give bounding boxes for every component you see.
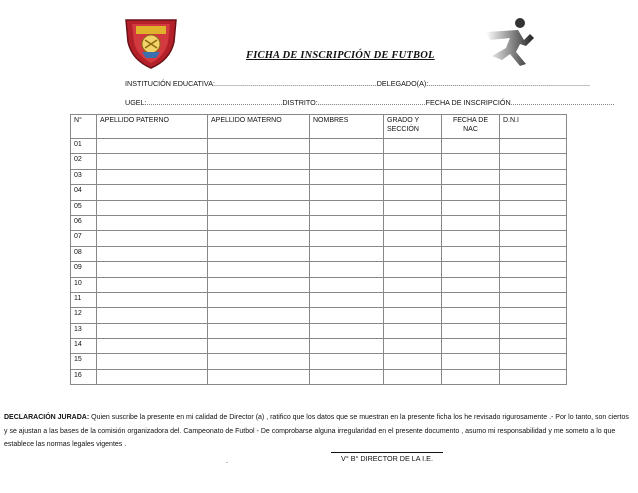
row-number: 14 xyxy=(71,339,97,354)
row-cell[interactable] xyxy=(208,215,310,230)
row-cell[interactable] xyxy=(208,369,310,384)
row-cell[interactable] xyxy=(310,308,384,323)
row-cell[interactable] xyxy=(442,323,500,338)
row-cell[interactable] xyxy=(384,262,442,277)
footer-dot: . xyxy=(226,458,228,465)
row-cell[interactable] xyxy=(500,200,567,215)
table-header-row xyxy=(71,115,567,139)
row-cell[interactable] xyxy=(442,154,500,169)
row-cell[interactable] xyxy=(500,231,567,246)
row-cell[interactable] xyxy=(500,354,567,369)
row-cell[interactable] xyxy=(208,262,310,277)
row-cell[interactable] xyxy=(208,231,310,246)
row-number: 11 xyxy=(71,292,97,307)
row-number: 13 xyxy=(71,323,97,338)
row-number: 04 xyxy=(71,185,97,200)
row-cell[interactable] xyxy=(442,369,500,384)
row-cell[interactable] xyxy=(310,262,384,277)
row-cell[interactable] xyxy=(500,339,567,354)
row-cell[interactable] xyxy=(310,139,384,154)
institution-delegate-line: INSTITUCIÓN EDUCATIVA:.................................................................................DELEGADO(A):................................................................................. xyxy=(125,79,590,88)
row-cell[interactable] xyxy=(384,277,442,292)
row-cell[interactable] xyxy=(208,339,310,354)
row-cell[interactable] xyxy=(384,185,442,200)
row-cell[interactable] xyxy=(208,139,310,154)
row-cell[interactable] xyxy=(384,215,442,230)
row-cell[interactable] xyxy=(97,246,208,261)
row-cell[interactable] xyxy=(208,277,310,292)
row-cell[interactable] xyxy=(442,354,500,369)
row-cell[interactable] xyxy=(97,308,208,323)
row-cell[interactable] xyxy=(500,262,567,277)
table-row xyxy=(71,323,567,338)
row-cell[interactable] xyxy=(310,215,384,230)
row-cell[interactable] xyxy=(384,369,442,384)
row-cell[interactable] xyxy=(310,277,384,292)
row-cell[interactable] xyxy=(97,323,208,338)
declaration-text: Quien suscribe la presente en mi calidad de Director (a) , ratifico que los datos que se muestran en la presente ficha los he revisado rigurosamente .- Por lo tanto, son ciertos y se ajustan a las bases de la comisión organizadora del. Campeonato de Futbol - De comprobarse alguna irregularidad en el presente documento , asumo mi responsabilidad y me someto a lo que establece las normas legales vigentes . xyxy=(4,414,629,448)
ugel-district-date-line: UGEL:....................................................................DISTRITO:......................................................FECHA DE INSCRIPCIÓN.................................................... xyxy=(125,98,615,107)
row-number: 07 xyxy=(71,231,97,246)
row-cell[interactable] xyxy=(442,185,500,200)
row-cell[interactable] xyxy=(97,185,208,200)
runner-icon xyxy=(480,14,538,68)
row-number: 02 xyxy=(71,154,97,169)
row-cell[interactable] xyxy=(384,246,442,261)
row-cell[interactable] xyxy=(97,292,208,307)
row-cell[interactable] xyxy=(97,262,208,277)
row-cell[interactable] xyxy=(310,185,384,200)
row-cell[interactable] xyxy=(97,369,208,384)
row-cell[interactable] xyxy=(500,246,567,261)
table-row xyxy=(71,215,567,230)
row-cell[interactable] xyxy=(97,154,208,169)
col-grade-section-header: GRADO Y SECCIÓN xyxy=(384,115,442,139)
row-cell[interactable] xyxy=(97,354,208,369)
row-cell[interactable] xyxy=(97,169,208,184)
row-cell[interactable] xyxy=(442,169,500,184)
col-maternal-surname-header: APELLIDO MATERNO xyxy=(208,115,310,139)
sworn-declaration xyxy=(4,411,632,452)
row-number: 08 xyxy=(71,246,97,261)
row-cell[interactable] xyxy=(384,292,442,307)
row-cell[interactable] xyxy=(97,231,208,246)
row-cell[interactable] xyxy=(310,231,384,246)
table-row xyxy=(71,292,567,307)
table-row xyxy=(71,231,567,246)
table-row xyxy=(71,185,567,200)
row-cell[interactable] xyxy=(208,185,310,200)
table-row xyxy=(71,369,567,384)
col-number-header: N° xyxy=(71,115,97,139)
row-cell[interactable] xyxy=(442,262,500,277)
row-cell[interactable] xyxy=(310,169,384,184)
table-row xyxy=(71,308,567,323)
school-crest-icon xyxy=(120,14,182,70)
row-cell[interactable] xyxy=(208,308,310,323)
declaration-label: DECLARACIÓN JURADA: xyxy=(4,414,90,421)
row-cell[interactable] xyxy=(442,139,500,154)
row-cell[interactable] xyxy=(208,323,310,338)
row-cell[interactable] xyxy=(500,369,567,384)
row-cell[interactable] xyxy=(442,292,500,307)
row-cell[interactable] xyxy=(384,339,442,354)
row-cell[interactable] xyxy=(97,277,208,292)
table-row xyxy=(71,200,567,215)
page-title: FICHA DE INSCRIPCIÓN DE FUTBOL xyxy=(246,50,435,61)
table-row xyxy=(71,339,567,354)
row-cell[interactable] xyxy=(97,339,208,354)
row-cell[interactable] xyxy=(442,215,500,230)
row-cell[interactable] xyxy=(97,200,208,215)
row-cell[interactable] xyxy=(442,231,500,246)
row-number: 05 xyxy=(71,200,97,215)
row-cell[interactable] xyxy=(500,323,567,338)
table-row xyxy=(71,169,567,184)
col-dni-header: D.N.I xyxy=(500,115,567,139)
col-paternal-surname-header: APELLIDO PATERNO xyxy=(97,115,208,139)
row-cell[interactable] xyxy=(310,154,384,169)
row-cell[interactable] xyxy=(500,185,567,200)
row-cell[interactable] xyxy=(384,231,442,246)
row-cell[interactable] xyxy=(442,339,500,354)
table-row xyxy=(71,354,567,369)
row-number: 09 xyxy=(71,262,97,277)
table-row xyxy=(71,277,567,292)
row-cell[interactable] xyxy=(500,277,567,292)
row-cell[interactable] xyxy=(500,308,567,323)
row-cell[interactable] xyxy=(310,369,384,384)
table-row xyxy=(71,139,567,154)
row-cell[interactable] xyxy=(310,200,384,215)
row-cell[interactable] xyxy=(384,169,442,184)
row-cell[interactable] xyxy=(97,215,208,230)
row-number: 03 xyxy=(71,169,97,184)
row-cell[interactable] xyxy=(500,139,567,154)
row-number: 15 xyxy=(71,354,97,369)
col-names-header: NOMBRES xyxy=(310,115,384,139)
row-number: 06 xyxy=(71,215,97,230)
table-row xyxy=(71,246,567,261)
director-signature-line: V° B° DIRECTOR DE LA I.E. xyxy=(331,452,443,463)
col-birthdate-header: FECHA DE NAC xyxy=(442,115,500,139)
table-row xyxy=(71,262,567,277)
row-cell[interactable] xyxy=(208,292,310,307)
row-cell[interactable] xyxy=(310,323,384,338)
row-number: 10 xyxy=(71,277,97,292)
row-cell[interactable] xyxy=(442,308,500,323)
row-cell[interactable] xyxy=(500,215,567,230)
row-cell[interactable] xyxy=(442,246,500,261)
row-number: 16 xyxy=(71,369,97,384)
row-number: 12 xyxy=(71,308,97,323)
row-cell[interactable] xyxy=(384,308,442,323)
row-cell[interactable] xyxy=(384,200,442,215)
row-cell[interactable] xyxy=(500,154,567,169)
row-cell[interactable] xyxy=(384,354,442,369)
row-cell[interactable] xyxy=(500,292,567,307)
row-cell[interactable] xyxy=(442,200,500,215)
row-cell[interactable] xyxy=(442,277,500,292)
row-cell[interactable] xyxy=(310,292,384,307)
row-cell[interactable] xyxy=(500,169,567,184)
table-row xyxy=(71,154,567,169)
row-number: 01 xyxy=(71,139,97,154)
row-cell[interactable] xyxy=(208,169,310,184)
row-cell[interactable] xyxy=(384,139,442,154)
row-cell[interactable] xyxy=(208,354,310,369)
row-cell[interactable] xyxy=(384,323,442,338)
row-cell[interactable] xyxy=(310,339,384,354)
row-cell[interactable] xyxy=(208,200,310,215)
row-cell[interactable] xyxy=(310,246,384,261)
registration-table xyxy=(70,114,567,385)
row-cell[interactable] xyxy=(208,246,310,261)
row-cell[interactable] xyxy=(208,154,310,169)
row-cell[interactable] xyxy=(384,154,442,169)
row-cell[interactable] xyxy=(310,354,384,369)
row-cell[interactable] xyxy=(97,139,208,154)
